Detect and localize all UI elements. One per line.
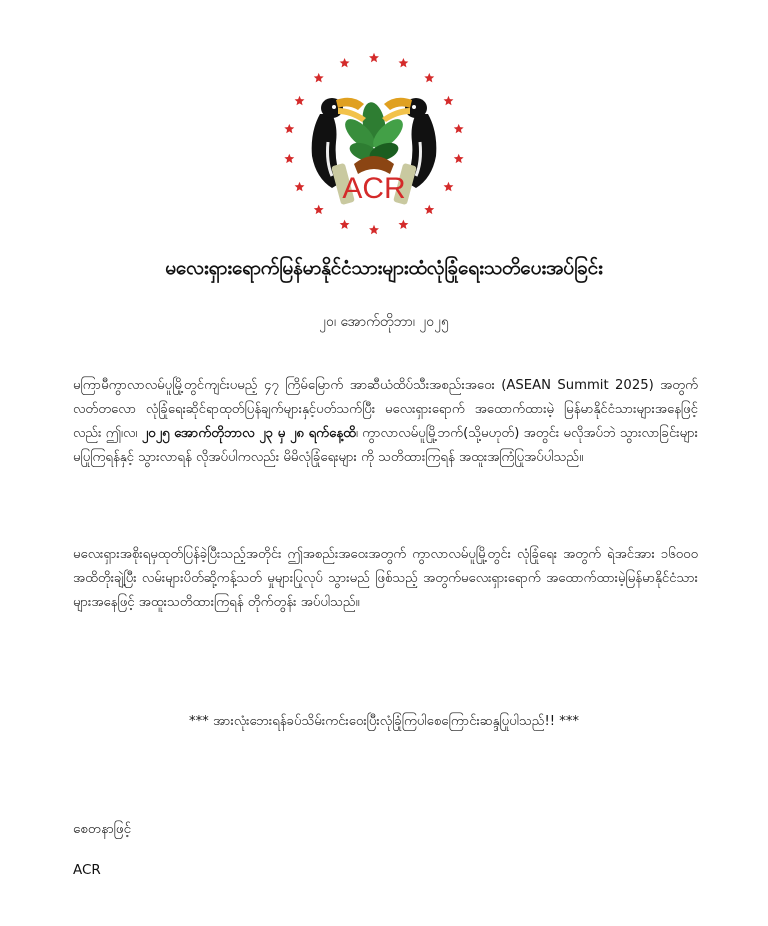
closing-line: *** အားလုံးဘေးရန်ခပ်သိမ်းကင်းဝေးပြီးလုံခြုံကြပါစေကြောင်းဆန္ဒပြုပါသည်!! *** (188, 714, 580, 729)
star-icon (340, 220, 350, 229)
star-icon (398, 58, 408, 67)
paragraph-1-text: မကြာမီကွာလာလမ်ပူမြို့တွင်ကျင်းပမည့် ၄၇ ကြိမ်မြောက် အာဆီယံထိပ်သီးအစည်းအဝေး (ASEAN Summit 2025) အတွက် လတ်တလော လုံခြုံရေးဆိုင်ရာထုတ်ပြန်ချက်များနှင့်ပတ်သက်ပြီး မလေးရှားရောက် အထောက်ထားမဲ့ မြန်မာနိုင်ငံသားများအနေဖြင့်လည်း ဤ၊လ၊ (73, 378, 698, 441)
star-icon (295, 182, 305, 191)
star-icon (398, 220, 408, 229)
date-line: ၂၀၊ အောက်တိုဘာ၊ ၂၀၂၅ (319, 314, 449, 330)
signature-org: ACR (73, 862, 101, 878)
paragraph-1 (73, 374, 698, 470)
star-icon (340, 58, 350, 67)
star-icon (424, 73, 434, 82)
acr-logo (276, 52, 472, 242)
signature-line: စေတနာဖြင့် (73, 821, 132, 837)
paragraph-1-bold-dates: ၂၀၂၅ အောက်တိုဘာလ ၂၃ မှ ၂၈ ရက်နေ့ထိ (141, 426, 356, 441)
star-icon (444, 182, 454, 191)
page-title: မလေးရှားရောက်မြန်မာနိုင်ငံသားများထံလုံခြုံရေးသတိပေးအပ်ခြင်း (165, 257, 603, 279)
acr-logo-graphic (276, 52, 472, 242)
star-icon (284, 124, 294, 133)
paragraph-2: မလေးရှားအစိုးရမှထုတ်ပြန်ခဲ့ပြီးသည့်အတိုင်း ဤအစည်းအဝေးအတွက် ကွာလာလမ်ပူမြို့တွင်း လုံခြုံရေး အတွက် ရဲအင်အား ၁၆၀၀၀ အထိတိုးချဲ့ပြီး လမ်းများပိတ်ဆို့ကန့်သတ် မှုများပြုလုပ် သွားမည် ဖြစ်သည့် အတွက်မလေးရှားရောက် အထောက်ထားမဲ့မြန်မာနိုင်ငံသားများအနေဖြင့် အထူးသတိထားကြရန် တိုက်တွန်း အပ်ပါသည်။ (73, 547, 698, 610)
logo-text: ACR (342, 172, 406, 205)
star-icon (424, 205, 434, 214)
star-icon (444, 96, 454, 105)
star-icon (454, 154, 464, 163)
star-icon (369, 53, 379, 62)
paragraph-1-text-end: ၊ ကွာလာလမ်ပူမြို့ဘက်(သို့မဟုတ်) အတွင်း မလိုအပ်ဘဲ သွားလာခြင်းများမပြုကြရန်နှင့် သွားလာရန် လိုအပ်ပါကလည်း မိမိလုံခြုံရေးများ ကို သတိထားကြရန် အထူးအကြံပြုအပ်ပါသည်။ (73, 426, 698, 465)
star-icon (454, 124, 464, 133)
star-icon (314, 73, 324, 82)
star-icon (284, 154, 294, 163)
star-icon (314, 205, 324, 214)
star-icon (295, 96, 305, 105)
star-icon (369, 225, 379, 234)
